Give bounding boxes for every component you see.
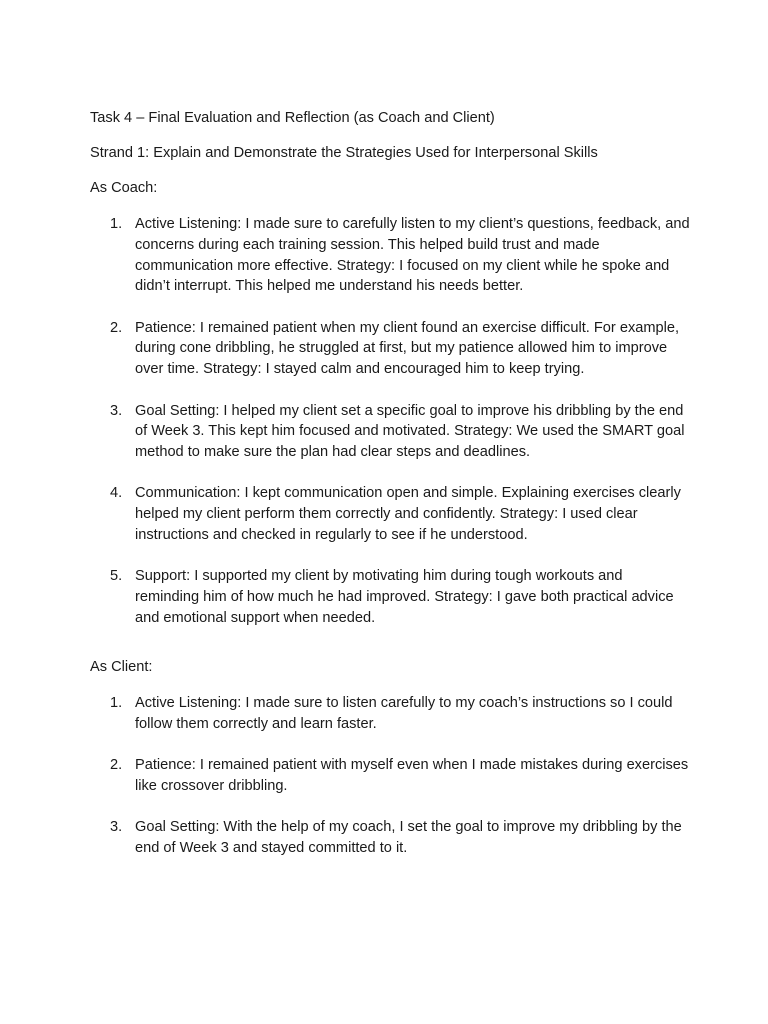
coach-section-heading: As Coach: [90, 180, 158, 196]
list-item-number: 2. [110, 756, 123, 773]
list-item [90, 401, 690, 463]
list-item-text: Patience: I remained patient with myself even when I made mistakes during exercises like crossover dribbling. [135, 756, 689, 794]
list-item-text: Active Listening: I made sure to carefully listen to my client’s questions, feedback, and concerns during each training session. This helped build trust and made communication more effective. Strategy: I focused on my client while he spoke and didn’t interrupt. This helped me understand his needs better. [135, 216, 690, 295]
list-item-number: 3. [110, 402, 123, 419]
coach-list [90, 214, 690, 629]
list-item [90, 483, 690, 545]
strand-heading: Strand 1: Explain and Demonstrate the Strategies Used for Interpersonal Skills [90, 145, 598, 161]
list-item-number: 1. [110, 694, 123, 711]
list-item-number: 4. [110, 485, 123, 502]
list-item-text: Goal Setting: With the help of my coach, I set the goal to improve my dribbling by the end of Week 3 and stayed committed to it. [135, 818, 682, 856]
list-item-number: 3. [110, 818, 123, 835]
list-item [90, 214, 690, 297]
list-item [90, 755, 690, 797]
list-item [90, 566, 690, 628]
document-page [90, 108, 690, 879]
list-item-text: Active Listening: I made sure to listen carefully to my coach’s instructions so I could follow them correctly and learn faster. [135, 694, 673, 732]
client-list [90, 693, 690, 859]
list-item [90, 817, 690, 859]
list-item [90, 693, 690, 735]
list-item-number: 5. [110, 568, 123, 585]
list-item [90, 318, 690, 380]
client-section-heading: As Client: [90, 658, 153, 675]
list-item-text: Communication: I kept communication open and simple. Explaining exercises clearly helped my client perform them correctly and confidently. Strategy: I used clear instructions and checked in regularly to see if he understood. [135, 485, 681, 544]
list-item-text: Goal Setting: I helped my client set a specific goal to improve his dribbling by the end of Week 3. This kept him focused and motivated. Strategy: We used the SMART goal method to make sure the plan had clear steps and deadlines. [135, 402, 685, 461]
list-item-number: 1. [110, 216, 123, 232]
list-item-number: 2. [110, 319, 123, 336]
list-item-text: Support: I supported my client by motivating him during tough workouts and reminding him of how much he had improved. Strategy: I gave both practical advice and emotional support when needed. [135, 568, 674, 626]
document-title: Task 4 – Final Evaluation and Reflection (as Coach and Client) [90, 110, 495, 126]
list-item-text: Patience: I remained patient when my client found an exercise difficult. For example, during cone dribbling, he struggled at first, but my patience allowed him to improve over time. Strategy: I stayed calm and encouraged him to keep trying. [135, 319, 680, 378]
